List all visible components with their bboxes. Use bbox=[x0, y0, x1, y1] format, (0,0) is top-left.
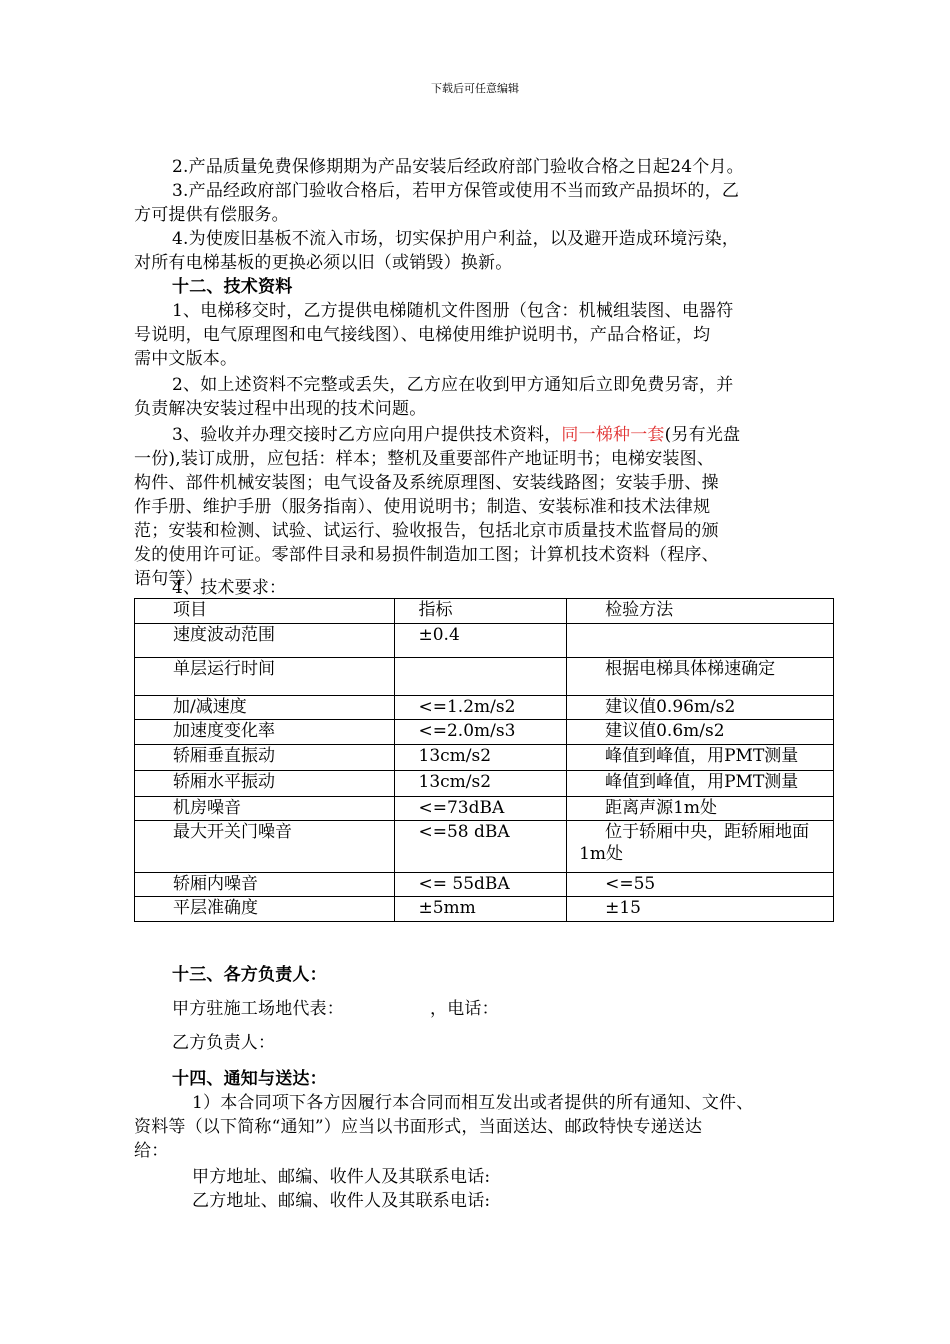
table-row bbox=[135, 720, 834, 745]
table-row bbox=[135, 624, 834, 658]
warranty-clause-4-cont: 对所有电梯基板的更换必须以旧（或销毁）换新。 bbox=[134, 253, 513, 273]
table-cell: 单层运行时间 bbox=[135, 658, 395, 696]
header-note: 下载后可任意编辑 bbox=[431, 82, 519, 95]
warranty-clause-4: 4.为使废旧基板不流入市场，切实保护用户利益，以及避开造成环境污染， bbox=[172, 229, 740, 249]
table-row bbox=[135, 745, 834, 771]
tech-clause-3-cont-c: 作手册、维护手册（服务指南）、使用说明书；制造、安装标准和技术法律规 bbox=[134, 497, 711, 517]
section-12-heading: 十二、技术资料 bbox=[172, 277, 293, 297]
party-b-responsible-label: 乙方负责人： bbox=[172, 1033, 276, 1053]
section-14-heading: 十四、通知与送达： bbox=[172, 1069, 327, 1089]
table-cell: ±15 bbox=[567, 897, 834, 922]
table-header-row bbox=[135, 599, 834, 624]
tech-clause-2-cont: 负责解决安装过程中出现的技术问题。 bbox=[134, 399, 427, 419]
table-cell: 13cm/s2 bbox=[394, 745, 567, 771]
warranty-clause-3-cont: 方可提供有偿服务。 bbox=[134, 205, 289, 225]
table-header-cell: 项目 bbox=[135, 599, 395, 624]
table-cell: 峰值到峰值，用PMT测量 bbox=[567, 745, 834, 771]
table-cell: ±0.4 bbox=[394, 624, 567, 658]
table-cell: 距离声源1m处 bbox=[567, 797, 834, 821]
party-a-address-label: 甲方地址、邮编、收件人及其联系电话: bbox=[192, 1167, 491, 1187]
table-cell-wrap-line: 1m处 bbox=[579, 844, 624, 864]
tech-clause-1-cont-b: 需中文版本。 bbox=[134, 349, 238, 369]
tech-clause-1-cont-a: 号说明，电气原理图和电气接线图）、电梯使用维护说明书，产品合格证，均 bbox=[134, 325, 711, 345]
table-cell: 加速度变化率 bbox=[135, 720, 395, 745]
notice-clause-1: 1）本合同项下各方因履行本合同而相互发出或者提供的所有通知、文件、 bbox=[192, 1093, 754, 1113]
tech-clause-4: 4、技术要求： bbox=[172, 578, 287, 598]
warranty-clause-3: 3.产品经政府部门验收合格后，若甲方保管或使用不当而致产品损坏的，乙 bbox=[172, 181, 740, 201]
table-row bbox=[135, 821, 834, 873]
table-cell: <=73dBA bbox=[394, 797, 567, 821]
table-cell: 13cm/s2 bbox=[394, 771, 567, 797]
table-cell: 机房噪音 bbox=[135, 797, 395, 821]
party-b-address-label: 乙方地址、邮编、收件人及其联系电话: bbox=[192, 1191, 491, 1211]
table-row bbox=[135, 797, 834, 821]
table-cell: <=2.0m/s3 bbox=[394, 720, 567, 745]
table-cell: 最大开关门噪音 bbox=[135, 821, 395, 873]
party-a-phone-label: ，电话： bbox=[430, 999, 499, 1019]
tech-clause-1: 1、电梯移交时，乙方提供电梯随机文件图册（包含：机械组装图、电器符 bbox=[172, 301, 734, 321]
table-cell: <=1.2m/s2 bbox=[394, 696, 567, 720]
table-cell: <=58 dBA bbox=[394, 821, 567, 873]
table-cell: 建议值0.6m/s2 bbox=[567, 720, 834, 745]
table-cell: 速度波动范围 bbox=[135, 624, 395, 658]
table-cell: 峰值到峰值，用PMT测量 bbox=[567, 771, 834, 797]
tech-clause-3 bbox=[172, 424, 740, 446]
section-13-heading: 十三、各方负责人： bbox=[172, 965, 327, 985]
table-cell: <=55 bbox=[567, 873, 834, 897]
table-cell: 加/减速度 bbox=[135, 696, 395, 720]
table-row bbox=[135, 873, 834, 897]
party-a-representative-label: 甲方驻施工场地代表： bbox=[172, 999, 344, 1019]
table-cell: 根据电梯具体梯速确定 bbox=[567, 658, 834, 696]
tech-clause-3-cont-d: 范；安装和检测、试验、试运行、验收报告，包括北京市质量技术监督局的颁 bbox=[134, 521, 719, 541]
table-cell: 建议值0.96m/s2 bbox=[567, 696, 834, 720]
table-cell bbox=[567, 624, 834, 658]
table-cell bbox=[394, 658, 567, 696]
table-cell: <= 55dBA bbox=[394, 873, 567, 897]
tech-clause-3-cont-b: 构件、部件机械安装图；电气设备及系统原理图、安装线路图；安装手册、操 bbox=[134, 473, 719, 493]
table-cell: 平层准确度 bbox=[135, 897, 395, 922]
notice-clause-1-cont-b: 给： bbox=[134, 1141, 169, 1161]
notice-clause-1-cont-a: 资料等（以下简称“通知”）应当以书面形式，当面送达、邮政特快专递送达 bbox=[134, 1117, 703, 1137]
highlight-text: 同一梯种一套 bbox=[561, 425, 665, 445]
table-cell: ±5mm bbox=[394, 897, 567, 922]
table-row bbox=[135, 771, 834, 797]
warranty-clause-2: 2.产品质量免费保修期期为产品安装后经政府部门验收合格之日起24个月。 bbox=[172, 157, 744, 177]
table-header-cell: 检验方法 bbox=[567, 599, 834, 624]
table-cell: 轿厢垂直振动 bbox=[135, 745, 395, 771]
tech-clause-3-tail: (另有光盘 bbox=[664, 425, 741, 445]
tech-clause-2: 2、如上述资料不完整或丢失，乙方应在收到甲方通知后立即免费另寄，并 bbox=[172, 375, 734, 395]
table-header-cell: 指标 bbox=[394, 599, 567, 624]
table-cell: 轿厢内噪音 bbox=[135, 873, 395, 897]
technical-requirements-table bbox=[134, 598, 834, 922]
table-row bbox=[135, 658, 834, 696]
tech-clause-3-text: 3、验收并办理交接时乙方应向用户提供技术资料， bbox=[172, 425, 562, 445]
tech-clause-3-cont-f: 语句等） bbox=[134, 569, 203, 589]
tech-clause-3-cont-e: 发的使用许可证。零部件目录和易损件制造加工图；计算机技术资料（程序、 bbox=[134, 545, 719, 565]
table-cell: 轿厢水平振动 bbox=[135, 771, 395, 797]
table-row bbox=[135, 897, 834, 922]
tech-clause-3-cont-a: 一份),装订成册，应包括：样本；整机及重要部件产地证明书；电梯安装图、 bbox=[134, 449, 715, 469]
table-cell: 位于轿厢中央，距轿厢地面 1m处 bbox=[567, 821, 834, 873]
table-row bbox=[135, 696, 834, 720]
